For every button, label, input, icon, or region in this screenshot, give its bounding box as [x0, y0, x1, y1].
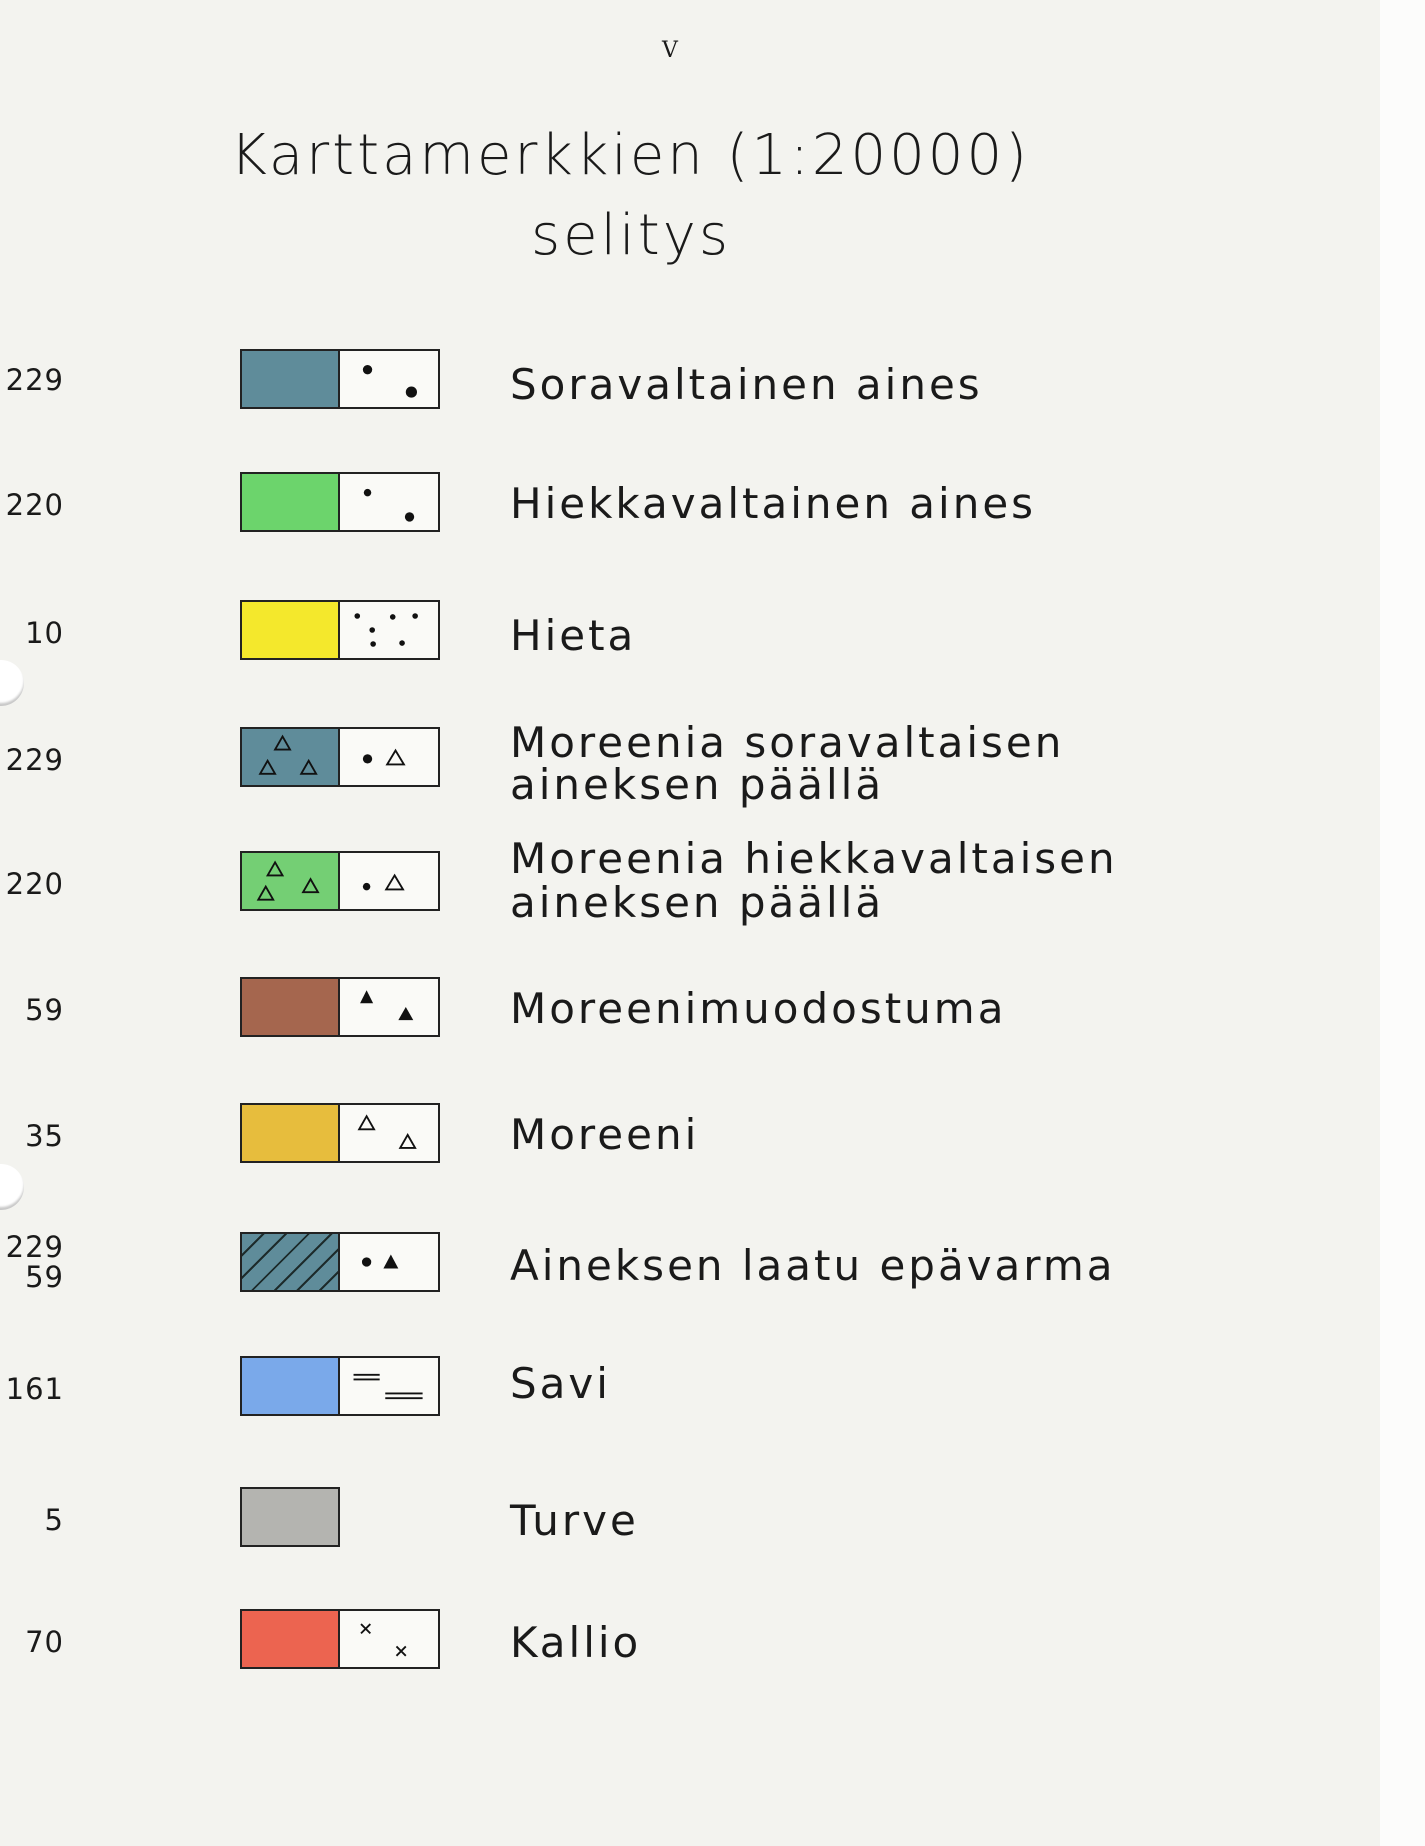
- color-swatch: [240, 472, 340, 532]
- color-swatch: [240, 349, 340, 409]
- legend-row: [0, 349, 1260, 419]
- fine-dots-symbol-icon: [340, 600, 440, 660]
- legend-row: [0, 1232, 1260, 1302]
- legend-code: 35: [25, 1119, 64, 1153]
- page-edge: [1380, 0, 1425, 1846]
- dots-symbol-icon: [340, 349, 440, 409]
- color-swatch: [240, 1487, 340, 1547]
- color-swatch: [240, 600, 340, 660]
- legend-label: Hieta: [510, 611, 637, 660]
- color-swatch-hatched: [240, 1232, 340, 1292]
- legend-label: aineksen päällä: [510, 878, 885, 927]
- legend-code: 10: [25, 616, 64, 650]
- color-swatch: [240, 1609, 340, 1669]
- legend-code: 59: [25, 993, 64, 1027]
- legend-label: Moreeni: [510, 1110, 700, 1159]
- small-dots-symbol-icon: [340, 472, 440, 532]
- page-title-line1: Karttamerkkien (1:20000): [230, 123, 1030, 188]
- legend-code: 5: [44, 1503, 64, 1537]
- legend-row: [0, 472, 1260, 542]
- legend-code: 229: [5, 1230, 64, 1264]
- legend-label: Kallio: [510, 1618, 642, 1667]
- open-triangles-symbol-icon: [340, 1103, 440, 1163]
- color-swatch: [240, 851, 340, 911]
- color-swatch: [240, 1103, 340, 1163]
- legend-row: [0, 600, 1260, 670]
- dot-triangle-symbol-icon: [340, 727, 440, 787]
- crosses-symbol-icon: [340, 1609, 440, 1669]
- legend-label: aineksen päällä: [510, 760, 885, 809]
- legend-code: 161: [5, 1372, 64, 1406]
- legend-label: Moreenia soravaltaisen: [510, 718, 1065, 767]
- legend-label: Hiekkavaltainen aines: [510, 479, 1037, 528]
- color-swatch: [240, 727, 340, 787]
- legend-code: 220: [5, 867, 64, 901]
- legend-label: Aineksen laatu epävarma: [510, 1241, 1116, 1290]
- legend-row: [0, 834, 1260, 927]
- dot-filled-triangle-symbol-icon: [340, 1232, 440, 1292]
- legend-row: [0, 1103, 1260, 1173]
- legend-label: Moreenia hiekkavaltaisen: [510, 834, 1118, 883]
- legend-label: Savi: [510, 1359, 611, 1408]
- legend-row: [0, 977, 1260, 1047]
- dot-triangle-symbol-icon: [340, 851, 440, 911]
- filled-triangles-symbol-icon: [340, 977, 440, 1037]
- legend-code: 59: [25, 1260, 64, 1294]
- legend-row: [0, 1609, 1260, 1679]
- legend-label: Turve: [510, 1496, 639, 1545]
- legend-row: [0, 1487, 1260, 1557]
- color-swatch: [240, 1356, 340, 1416]
- legend-row: [0, 718, 1260, 809]
- dashes-symbol-icon: [340, 1356, 440, 1416]
- legend-row: [0, 1356, 1260, 1426]
- color-swatch: [240, 977, 340, 1037]
- page-number: V: [662, 38, 678, 63]
- legend-code: 229: [5, 363, 64, 397]
- legend-code: 229: [5, 743, 64, 777]
- legend-code: 220: [5, 488, 64, 522]
- page-title-line2: selitys: [530, 203, 732, 268]
- legend-code: 70: [25, 1625, 64, 1659]
- legend-label: Moreenimuodostuma: [510, 984, 1007, 1033]
- legend-label: Soravaltainen aines: [510, 360, 983, 409]
